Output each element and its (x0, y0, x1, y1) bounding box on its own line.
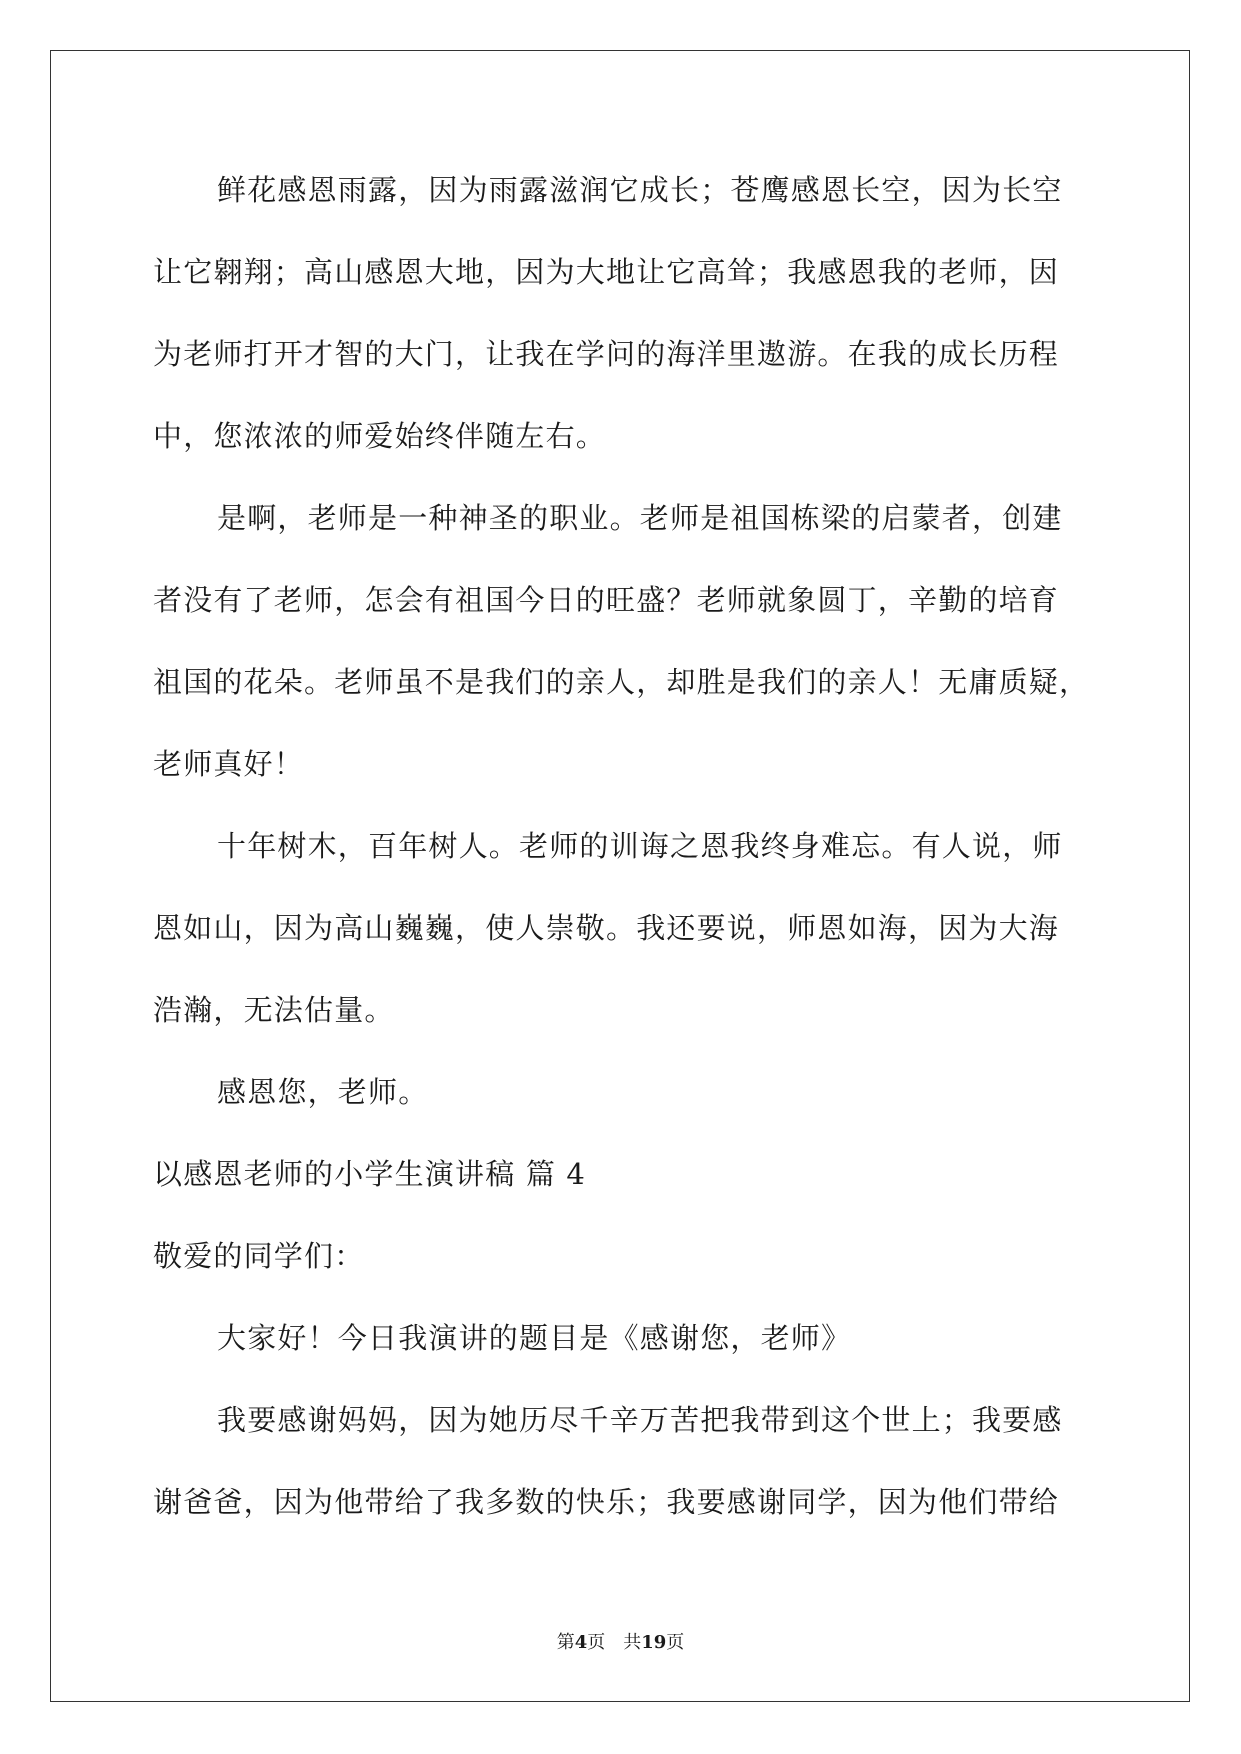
text-line: 谢爸爸，因为他带给了我多数的快乐；我要感谢同学，因为他们带给 (153, 1485, 1060, 1519)
section-heading: 以感恩老师的小学生演讲稿 篇 4 (153, 1157, 587, 1191)
text-line: 老师真好！ (153, 747, 305, 781)
text-line: 者没有了老师，怎会有祖国今日的旺盛？老师就象圆丁，辛勤的培育 (153, 583, 1060, 617)
text-line: 我要感谢妈妈，因为她历尽千辛万苦把我带到这个世上；我要感 (217, 1403, 1063, 1437)
footer-prefix: 第 (556, 1632, 575, 1653)
total-page-count: 19 (641, 1632, 667, 1653)
text-line: 为老师打开才智的大门，让我在学问的海洋里遨游。在我的成长历程 (153, 337, 1060, 371)
document-body (153, 165, 1088, 1559)
text-line: 是啊，老师是一种神圣的职业。老师是祖国栋梁的启蒙者，创建 (217, 501, 1063, 535)
text-line: 十年树木，百年树人。老师的训诲之恩我终身难忘。有人说，师 (217, 829, 1063, 863)
text-line: 鲜花感恩雨露，因为雨露滋润它成长；苍鹰感恩长空，因为长空 (217, 173, 1063, 207)
text-line: 让它翱翔；高山感恩大地，因为大地让它高耸；我感恩我的老师，因 (153, 255, 1060, 289)
footer-suffix: 页 (666, 1632, 685, 1653)
current-page-number: 4 (574, 1632, 588, 1653)
text-line: 祖国的花朵。老师虽不是我们的亲人，却胜是我们的亲人！无庸质疑， (153, 665, 1090, 699)
text-line: 浩瀚，无法估量。 (153, 993, 395, 1027)
salutation: 敬爱的同学们： (153, 1239, 365, 1273)
text-line: 中，您浓浓的师爱始终伴随左右。 (153, 419, 607, 453)
text-line: 感恩您，老师。 (217, 1075, 429, 1109)
page-footer (0, 1628, 1241, 1654)
text-line: 大家好！今日我演讲的题目是《感谢您，老师》 (217, 1321, 852, 1355)
footer-middle: 页 共 (587, 1632, 642, 1653)
text-line: 恩如山，因为高山巍巍，使人崇敬。我还要说，师恩如海，因为大海 (153, 911, 1060, 945)
